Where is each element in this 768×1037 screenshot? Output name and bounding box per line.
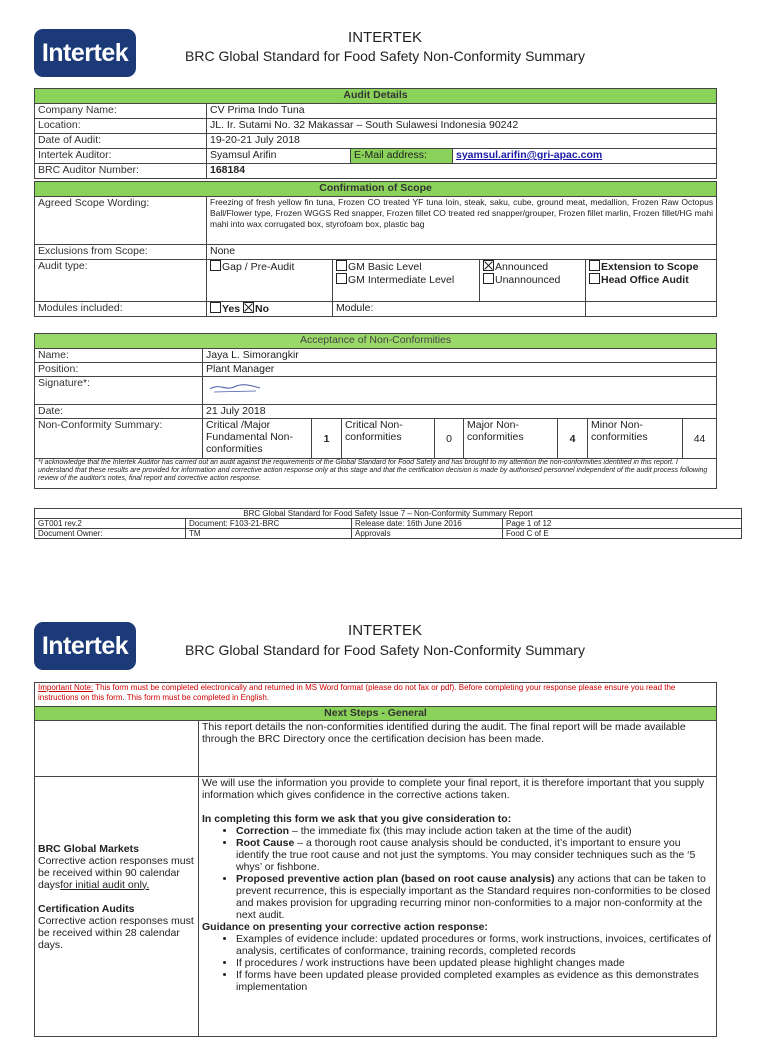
- acceptance-table: [34, 333, 717, 489]
- bullet-correction-text: – the immediate fix (this may include action taken at the time of the audit): [289, 825, 632, 837]
- name-label: Name:: [35, 349, 203, 363]
- acknowledgement-text: *I acknowledge that the Intertek Auditor has carried out an audit against the requirements of the Global Standard for Food Safety and has brought to my attention the non-conformities identified in this report. I understand that these results are provided for information and corrective action response only at this stage and that the certification decision is made by authorised personnel independent of the audit process following review of the auditor's notes, final report and corrective action response.: [35, 459, 717, 489]
- important-note: [35, 683, 717, 707]
- scope-table: [34, 181, 717, 317]
- nc-summary-label: Non-Conformity Summary:: [35, 419, 203, 459]
- guidance-item: • Examples of evidence include: updated procedures or forms, work instructions, invoices, certificates of analysis, certificates of conformance, training records, completed records: [236, 933, 713, 957]
- major-count: 4: [558, 419, 588, 459]
- deadlines-cell: [35, 777, 199, 1037]
- exclusions-label: Exclusions from Scope:: [35, 245, 207, 260]
- module-value: [586, 302, 717, 317]
- consider-heading: In completing this form we ask that you give consideration to:: [202, 813, 512, 825]
- position-label: Position:: [35, 363, 203, 377]
- acceptance-date-label: Date:: [35, 405, 203, 419]
- company-value: CV Prima Indo Tuna: [207, 104, 717, 119]
- footer-tm: TM: [186, 529, 352, 539]
- signature-label: Signature*:: [35, 377, 203, 405]
- email-label: E-Mail address:: [351, 149, 453, 164]
- position-value: Plant Manager: [203, 363, 717, 377]
- scope-wording-label: Agreed Scope Wording:: [35, 197, 207, 245]
- bullet-root-cause: [236, 837, 713, 873]
- company-label: Company Name:: [35, 104, 207, 119]
- announced-label: Announced: [495, 261, 549, 273]
- guidance-heading: Guidance on presenting your corrective action response:: [202, 921, 488, 933]
- bullet-preventive-text: any actions that can be taken to prevent recurrence, this is especially important as the Standard requires non-conformities to be closed and makes provision for upgrading recurring minor non-conformities to a major non-conformity at the next audit.: [236, 873, 711, 921]
- cert-audits-text: Corrective action responses must be received within 28 calendar days.: [38, 914, 194, 951]
- brc-number-value: 168184: [207, 164, 717, 179]
- auditor-label: Intertek Auditor:: [35, 149, 207, 164]
- footer-code: GT001 rev.2: [35, 519, 186, 529]
- scope-header: Confirmation of Scope: [35, 182, 717, 197]
- cm-fundamental-label: Critical /Major Fundamental Non-conformities: [203, 419, 312, 459]
- footer-food: Food C of E: [503, 529, 742, 539]
- head-office-label: Head Office Audit: [601, 274, 689, 286]
- footer-release: Release date: 16th June 2016: [352, 519, 503, 529]
- location-value: JL. Ir. Sutami No. 32 Makassar – South Sulawesi Indonesia 90242: [207, 119, 717, 134]
- footer-report: BRC Global Standard for Food Safety Issue 7 – Non-Conformity Summary Report: [35, 509, 742, 519]
- modules-no-checkbox[interactable]: [243, 302, 254, 313]
- signature-cell: [203, 377, 717, 405]
- footer-approvals: Approvals: [352, 529, 503, 539]
- critical-count: 0: [435, 419, 464, 459]
- gap-checkbox[interactable]: [210, 260, 221, 271]
- global-markets-title: BRC Global Markets: [38, 842, 139, 855]
- brc-number-label: BRC Auditor Number:: [35, 164, 207, 179]
- modules-label: Modules included:: [35, 302, 207, 317]
- modules-yes-no: [207, 302, 333, 317]
- audit-type-gap: [207, 260, 333, 302]
- yes-label: Yes: [222, 303, 241, 315]
- exclusions-value: None: [207, 245, 717, 260]
- head-office-checkbox[interactable]: [589, 273, 600, 284]
- guidance-list: [202, 933, 713, 993]
- bullet-preventive-title: Proposed preventive action plan (based on root cause analysis): [236, 873, 555, 885]
- intertek-logo-2: Intertek: [34, 622, 136, 670]
- bullet-correction-title: Correction: [236, 825, 290, 837]
- module-label: Module:: [333, 302, 586, 317]
- gm-basic-label: GM Basic Level: [348, 261, 422, 273]
- intertek-logo: Intertek: [34, 29, 136, 77]
- info-paragraph: We will use the information you provide to complete your final report, it is therefore important that you supply information which gives confidence in the corrective actions taken.: [202, 777, 705, 801]
- modules-yes-checkbox[interactable]: [210, 302, 221, 313]
- announced-checkbox[interactable]: [483, 260, 494, 271]
- cm-fundamental-count: 1: [312, 419, 342, 459]
- page-title: INTERTEK: [348, 29, 422, 46]
- footer-table: [34, 508, 742, 539]
- global-markets-link: for initial audit only.: [60, 878, 150, 891]
- page-subtitle-2: BRC Global Standard for Food Safety Non-Conformity Summary: [185, 642, 585, 658]
- critical-label: Critical Non-conformities: [342, 419, 435, 459]
- audit-type-announce: [480, 260, 586, 302]
- auditor-value: Syamsul Arifin: [207, 149, 351, 164]
- minor-count: 44: [683, 419, 717, 459]
- footer-page: Page 1 of 12: [503, 519, 742, 529]
- bullet-correction: [236, 825, 713, 837]
- unannounced-checkbox[interactable]: [483, 273, 494, 284]
- name-value: Jaya L. Simorangkir: [203, 349, 717, 363]
- intro-blank: [35, 721, 199, 777]
- global-markets-text: Corrective action responses must be received within 90 calendar days: [38, 854, 194, 891]
- important-note-label: Important Note:: [38, 683, 94, 692]
- consider-list: [202, 825, 713, 921]
- gm-intermediate-label: GM Intermediate Level: [348, 274, 455, 286]
- next-steps-table: [34, 682, 717, 1037]
- gm-intermediate-checkbox[interactable]: [336, 273, 347, 284]
- footer-owner: Document Owner:: [35, 529, 186, 539]
- audit-type-gm: [333, 260, 480, 302]
- important-note-text: This form must be completed electronically and returned in MS Word format (please do not fax or pdf). Before completing your response please ensure you read the instructions on this form. This form must be completed in English.: [38, 683, 676, 702]
- footer-document: Document: F103-21-BRC: [186, 519, 352, 529]
- audit-type-label: Audit type:: [35, 260, 207, 302]
- audit-date-label: Date of Audit:: [35, 134, 207, 149]
- location-label: Location:: [35, 119, 207, 134]
- audit-type-extension: [586, 260, 717, 302]
- scope-wording-value: Freezing of fresh yellow fin tuna, Frozen CO treated YF tuna loin, steak, saku, cube, ground meat, medallion, Frozen Raw Octopus Ball/Flower type, Frozen WGGS Red snapper, Frozen fillet CO treated red snapper/grouper, Frozen fillet marlin, Frozen fillet/HG mahi mahi into wax corrugated box, styrofoam box, plastic bag: [207, 197, 717, 245]
- guidance-item: • If procedures / work instructions have been updated please highlight changes made: [236, 957, 713, 969]
- minor-label: Minor Non-conformities: [588, 419, 683, 459]
- guidance-cell: [199, 777, 717, 1037]
- no-label: No: [255, 303, 270, 315]
- gap-label: Gap / Pre-Audit: [222, 261, 295, 273]
- guidance-item: • If forms have been updated please provided completed examples as evidence as this demonstrates implementation: [236, 969, 713, 993]
- acceptance-header: Acceptance of Non-Conformities: [35, 334, 717, 349]
- extension-checkbox[interactable]: [589, 260, 600, 271]
- bullet-preventive: [236, 873, 713, 921]
- bullet-root-cause-title: Root Cause: [236, 837, 295, 849]
- gm-basic-checkbox[interactable]: [336, 260, 347, 271]
- page-title-2: INTERTEK: [348, 622, 422, 639]
- signature-image: [206, 379, 266, 401]
- acceptance-date-value: 21 July 2018: [203, 405, 717, 419]
- audit-details-header: Audit Details: [35, 89, 717, 104]
- audit-date-value: 19-20-21 July 2018: [207, 134, 717, 149]
- unannounced-label: Unannounced: [495, 274, 561, 286]
- intro-text: This report details the non-conformities identified during the audit. The final report will be made available through the BRC Directory once the certification decision has been made.: [199, 721, 717, 777]
- email-cell: [453, 149, 717, 164]
- major-label: Major Non-conformities: [464, 419, 558, 459]
- cert-audits-title: Certification Audits: [38, 902, 135, 915]
- extension-label: Extension to Scope: [601, 261, 699, 273]
- bullet-root-cause-text: – a thorough root cause analysis should be conducted, it’s important to ensure you identify the true root cause and not just the symptoms. You may consider techniques such as the ‘5 whys’ or fishbone.: [236, 837, 696, 873]
- email-link[interactable]: syamsul.arifin@gri-apac.com: [456, 149, 603, 161]
- audit-details-table: [34, 88, 717, 179]
- page-subtitle: BRC Global Standard for Food Safety Non-Conformity Summary: [185, 48, 585, 64]
- next-steps-header: Next Steps - General: [35, 707, 717, 721]
